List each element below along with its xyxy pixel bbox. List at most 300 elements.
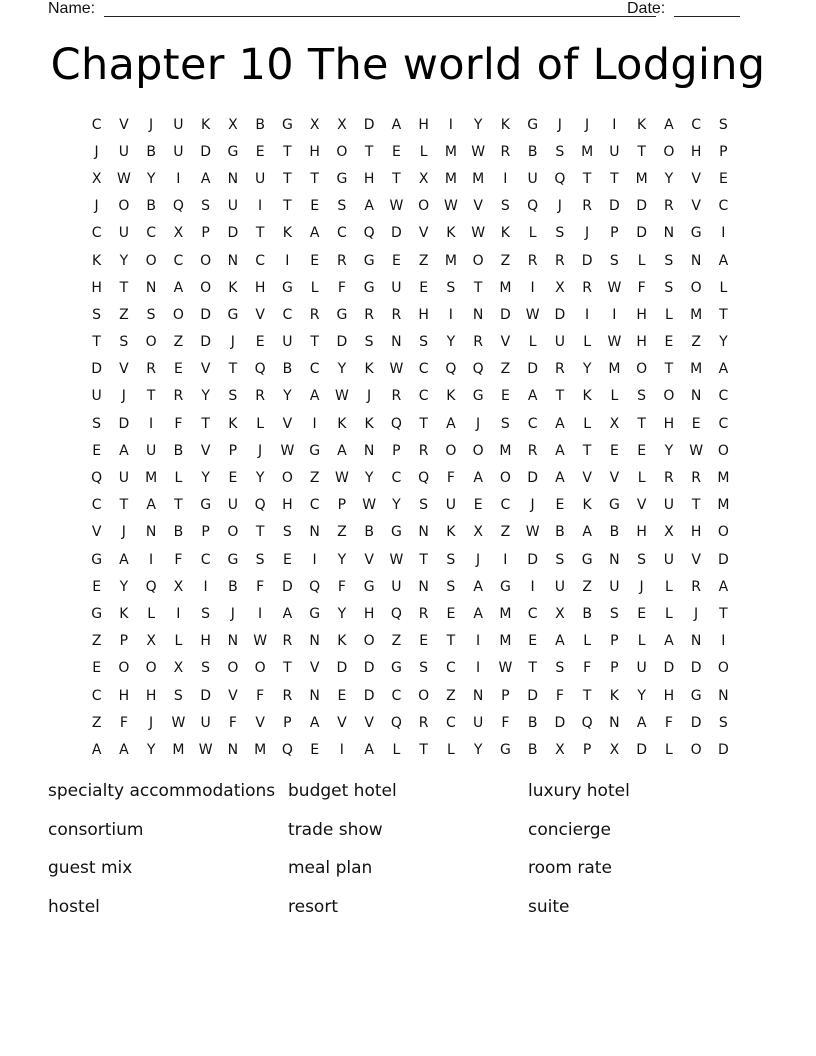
grid-letter[interactable]: F <box>583 660 592 677</box>
grid-letter[interactable]: R <box>527 442 538 459</box>
grid-letter[interactable]: D <box>118 415 130 432</box>
grid-letter[interactable]: M <box>717 470 730 487</box>
grid-letter[interactable]: C <box>391 470 402 487</box>
grid-letter[interactable]: I <box>312 415 317 432</box>
grid-letter[interactable]: Q <box>472 361 484 378</box>
grid-letter[interactable]: K <box>119 605 129 622</box>
grid-letter[interactable]: I <box>339 741 344 758</box>
grid-letter[interactable]: S <box>255 551 265 568</box>
grid-letter[interactable]: T <box>201 415 210 432</box>
grid-letter[interactable]: N <box>718 687 729 704</box>
grid-letter[interactable]: A <box>200 170 211 187</box>
grid-letter[interactable]: G <box>281 116 293 133</box>
grid-letter[interactable]: D <box>499 306 511 323</box>
grid-letter[interactable]: J <box>585 225 590 242</box>
grid-letter[interactable]: N <box>690 633 702 650</box>
grid-letter[interactable]: W <box>116 170 131 187</box>
grid-letter[interactable]: V <box>418 225 429 242</box>
grid-letter[interactable]: I <box>176 170 181 187</box>
grid-letter[interactable]: D <box>690 714 702 731</box>
grid-letter[interactable]: T <box>664 361 674 378</box>
grid-letter[interactable]: C <box>146 225 157 242</box>
grid-letter[interactable]: R <box>309 306 320 323</box>
grid-letter[interactable]: P <box>201 225 210 242</box>
grid-letter[interactable]: J <box>476 551 481 568</box>
grid-letter[interactable]: I <box>721 633 726 650</box>
grid-letter[interactable]: T <box>310 170 319 187</box>
grid-letter[interactable]: R <box>500 143 511 160</box>
grid-letter[interactable]: P <box>610 660 619 677</box>
grid-letter[interactable]: V <box>255 306 265 323</box>
grid-letter[interactable]: Z <box>500 361 511 378</box>
grid-letter[interactable]: U <box>609 143 620 160</box>
grid-letter[interactable]: J <box>530 497 535 514</box>
grid-letter[interactable]: X <box>228 116 238 133</box>
grid-letter[interactable]: K <box>282 225 292 242</box>
grid-letter[interactable]: W <box>607 279 622 296</box>
grid-letter[interactable]: G <box>690 225 702 242</box>
grid-letter[interactable]: L <box>147 605 156 622</box>
grid-letter[interactable]: Y <box>201 470 210 487</box>
grid-letter[interactable]: C <box>527 605 538 622</box>
grid-letter[interactable]: M <box>172 741 185 758</box>
grid-letter[interactable]: W <box>253 633 268 650</box>
grid-letter[interactable]: R <box>282 687 293 704</box>
grid-letter[interactable]: J <box>367 388 372 405</box>
grid-letter[interactable]: I <box>530 279 535 296</box>
grid-letter[interactable]: K <box>500 225 510 242</box>
grid-letter[interactable]: U <box>391 578 402 595</box>
grid-letter[interactable]: Q <box>554 170 566 187</box>
grid-letter[interactable]: Y <box>255 470 265 487</box>
grid-letter[interactable]: C <box>445 714 456 731</box>
grid-letter[interactable]: T <box>283 143 292 160</box>
grid-letter[interactable]: Y <box>146 170 156 187</box>
grid-letter[interactable]: C <box>200 551 211 568</box>
grid-letter[interactable]: G <box>200 497 212 514</box>
grid-letter[interactable]: H <box>418 116 429 133</box>
grid-letter[interactable]: J <box>94 143 99 160</box>
grid-letter[interactable]: D <box>200 306 212 323</box>
grid-letter[interactable]: Q <box>363 225 375 242</box>
grid-letter[interactable]: U <box>173 143 184 160</box>
grid-letter[interactable]: K <box>500 116 510 133</box>
grid-letter[interactable]: G <box>363 578 375 595</box>
grid-letter[interactable]: R <box>555 361 565 378</box>
grid-letter[interactable]: E <box>500 388 510 405</box>
grid-letter[interactable]: S <box>555 143 565 160</box>
grid-letter[interactable]: L <box>637 252 646 269</box>
grid-letter[interactable]: U <box>200 714 211 731</box>
grid-letter[interactable]: V <box>200 361 211 378</box>
grid-letter[interactable]: N <box>309 687 320 704</box>
grid-letter[interactable]: T <box>582 170 592 187</box>
grid-letter[interactable]: K <box>201 116 211 133</box>
grid-letter[interactable]: N <box>663 225 675 242</box>
grid-letter[interactable]: S <box>609 605 619 622</box>
grid-letter[interactable]: D <box>200 143 212 160</box>
grid-letter[interactable]: L <box>583 633 592 650</box>
grid-letter[interactable]: B <box>364 524 374 541</box>
grid-letter[interactable]: R <box>582 198 592 215</box>
grid-letter[interactable]: Z <box>91 714 102 731</box>
grid-letter[interactable]: U <box>118 225 129 242</box>
grid-letter[interactable]: L <box>256 415 265 432</box>
grid-letter[interactable]: A <box>146 497 156 514</box>
grid-letter[interactable]: Y <box>473 116 483 133</box>
grid-letter[interactable]: R <box>418 605 429 622</box>
grid-letter[interactable]: N <box>363 442 375 459</box>
grid-letter[interactable]: K <box>446 388 456 405</box>
grid-letter[interactable]: T <box>419 551 428 568</box>
grid-letter[interactable]: L <box>664 578 673 595</box>
grid-letter[interactable]: Z <box>337 524 347 541</box>
grid-letter[interactable]: D <box>581 252 593 269</box>
grid-letter[interactable]: B <box>282 361 293 378</box>
grid-letter[interactable]: E <box>92 578 102 595</box>
grid-letter[interactable]: L <box>610 388 619 405</box>
grid-letter[interactable]: A <box>446 415 456 432</box>
grid-letter[interactable]: C <box>91 687 102 704</box>
grid-letter[interactable]: A <box>473 470 483 487</box>
grid-letter[interactable]: F <box>228 714 237 731</box>
grid-letter[interactable]: G <box>390 524 402 541</box>
grid-letter[interactable]: S <box>228 388 238 405</box>
grid-letter[interactable]: L <box>664 306 673 323</box>
grid-letter[interactable]: U <box>146 442 157 459</box>
grid-letter[interactable]: Y <box>637 687 646 704</box>
grid-letter[interactable]: F <box>637 279 646 296</box>
grid-letter[interactable]: T <box>528 660 537 677</box>
grid-letter[interactable]: K <box>92 252 102 269</box>
grid-letter[interactable]: K <box>337 633 347 650</box>
grid-letter[interactable]: V <box>582 470 592 487</box>
grid-letter[interactable]: O <box>281 470 293 487</box>
grid-letter[interactable]: C <box>527 415 538 432</box>
grid-letter[interactable]: W <box>498 660 513 677</box>
grid-letter[interactable]: S <box>637 551 647 568</box>
grid-letter[interactable]: T <box>637 415 646 432</box>
grid-letter[interactable]: S <box>419 497 429 514</box>
grid-letter[interactable]: G <box>390 660 402 677</box>
grid-letter[interactable]: L <box>392 741 401 758</box>
grid-letter[interactable]: O <box>200 279 212 296</box>
grid-letter[interactable]: S <box>92 306 102 323</box>
grid-letter[interactable]: I <box>149 551 154 568</box>
grid-letter[interactable]: G <box>581 551 593 568</box>
grid-letter[interactable]: W <box>607 334 622 351</box>
grid-letter[interactable]: I <box>503 551 508 568</box>
grid-letter[interactable]: Y <box>719 334 728 351</box>
grid-letter[interactable]: N <box>391 334 402 351</box>
grid-letter[interactable]: U <box>227 198 238 215</box>
grid-letter[interactable]: Q <box>145 578 157 595</box>
grid-letter[interactable]: M <box>472 170 485 187</box>
grid-letter[interactable]: M <box>690 306 703 323</box>
grid-letter[interactable]: V <box>228 687 238 704</box>
grid-letter[interactable]: Y <box>201 388 210 405</box>
grid-letter[interactable]: F <box>664 714 673 731</box>
grid-letter[interactable]: O <box>200 252 212 269</box>
grid-letter[interactable]: O <box>690 279 702 296</box>
grid-letter[interactable]: N <box>609 714 620 731</box>
grid-letter[interactable]: C <box>91 497 102 514</box>
grid-letter[interactable]: Q <box>309 578 321 595</box>
grid-letter[interactable]: I <box>312 551 317 568</box>
grid-letter[interactable]: O <box>445 442 457 459</box>
grid-letter[interactable]: C <box>336 225 347 242</box>
grid-letter[interactable]: E <box>391 252 401 269</box>
grid-letter[interactable]: C <box>309 361 320 378</box>
grid-letter[interactable]: M <box>499 442 512 459</box>
grid-letter[interactable]: R <box>364 306 374 323</box>
grid-letter[interactable]: G <box>227 306 239 323</box>
grid-letter[interactable]: J <box>585 116 590 133</box>
grid-letter[interactable]: T <box>419 415 428 432</box>
grid-letter[interactable]: P <box>392 442 401 459</box>
grid-letter[interactable]: W <box>389 551 404 568</box>
grid-letter[interactable]: L <box>583 415 592 432</box>
grid-letter[interactable]: R <box>418 442 429 459</box>
grid-letter[interactable]: H <box>254 279 266 296</box>
grid-letter[interactable]: R <box>664 470 674 487</box>
grid-letter[interactable]: C <box>391 687 402 704</box>
grid-letter[interactable]: T <box>283 198 292 215</box>
grid-letter[interactable]: R <box>173 388 184 405</box>
grid-letter[interactable]: X <box>91 170 102 187</box>
grid-letter[interactable]: B <box>228 578 238 595</box>
grid-letter[interactable]: X <box>473 524 483 541</box>
grid-letter[interactable]: H <box>309 143 320 160</box>
grid-letter[interactable]: N <box>227 633 239 650</box>
grid-letter[interactable]: N <box>227 170 239 187</box>
grid-letter[interactable]: M <box>254 741 267 758</box>
grid-letter[interactable]: D <box>200 334 212 351</box>
grid-letter[interactable]: P <box>228 442 238 459</box>
grid-letter[interactable]: C <box>691 116 702 133</box>
grid-letter[interactable]: X <box>337 116 347 133</box>
grid-letter[interactable]: C <box>282 306 293 323</box>
grid-letter[interactable]: E <box>92 660 102 677</box>
grid-letter[interactable]: C <box>718 415 729 432</box>
grid-letter[interactable]: T <box>174 497 183 514</box>
grid-letter[interactable]: C <box>91 225 102 242</box>
grid-letter[interactable]: Z <box>500 524 511 541</box>
grid-letter[interactable]: U <box>118 143 129 160</box>
grid-letter[interactable]: W <box>389 198 404 215</box>
grid-letter[interactable]: H <box>200 633 211 650</box>
grid-letter[interactable]: T <box>255 524 265 541</box>
grid-letter[interactable]: L <box>637 470 646 487</box>
grid-letter[interactable]: V <box>337 714 347 731</box>
grid-letter[interactable]: M <box>581 143 594 160</box>
grid-letter[interactable]: X <box>555 741 565 758</box>
grid-letter[interactable]: T <box>419 741 428 758</box>
grid-letter[interactable]: D <box>390 225 402 242</box>
grid-letter[interactable]: S <box>119 334 129 351</box>
grid-letter[interactable]: F <box>174 551 183 568</box>
grid-letter[interactable]: U <box>391 279 402 296</box>
grid-letter[interactable]: L <box>664 741 673 758</box>
grid-letter[interactable]: B <box>173 442 184 459</box>
grid-letter[interactable]: H <box>145 687 157 704</box>
grid-letter[interactable]: D <box>281 578 293 595</box>
grid-letter[interactable]: Q <box>418 470 430 487</box>
grid-letter[interactable]: A <box>119 741 129 758</box>
grid-letter[interactable]: V <box>255 714 265 731</box>
grid-letter[interactable]: S <box>446 551 456 568</box>
grid-letter[interactable]: X <box>309 116 320 133</box>
grid-letter[interactable]: M <box>608 361 621 378</box>
grid-letter[interactable]: T <box>691 497 701 514</box>
grid-letter[interactable]: M <box>145 470 158 487</box>
grid-letter[interactable]: H <box>663 415 675 432</box>
grid-letter[interactable]: W <box>525 306 540 323</box>
grid-letter[interactable]: V <box>691 551 701 568</box>
grid-letter[interactable]: H <box>363 170 375 187</box>
grid-letter[interactable]: T <box>555 388 565 405</box>
grid-letter[interactable]: D <box>91 361 103 378</box>
grid-letter[interactable]: E <box>419 633 429 650</box>
grid-letter[interactable]: N <box>145 524 157 541</box>
grid-letter[interactable]: X <box>555 279 565 296</box>
grid-letter[interactable]: D <box>554 306 566 323</box>
grid-letter[interactable]: U <box>636 660 647 677</box>
grid-letter[interactable]: T <box>392 170 401 187</box>
grid-letter[interactable]: L <box>446 741 455 758</box>
grid-letter[interactable]: I <box>721 225 726 242</box>
grid-letter[interactable]: W <box>362 497 377 514</box>
grid-letter[interactable]: E <box>473 497 483 514</box>
grid-letter[interactable]: K <box>364 361 374 378</box>
grid-letter[interactable]: C <box>718 198 729 215</box>
grid-letter[interactable]: B <box>527 741 538 758</box>
grid-letter[interactable]: H <box>663 687 675 704</box>
grid-letter[interactable]: T <box>610 170 619 187</box>
grid-letter[interactable]: Y <box>337 551 347 568</box>
grid-letter[interactable]: L <box>719 279 728 296</box>
grid-letter[interactable]: Z <box>173 334 184 351</box>
grid-letter[interactable]: J <box>149 714 154 731</box>
grid-letter[interactable]: D <box>717 741 729 758</box>
grid-letter[interactable]: Y <box>392 497 401 514</box>
grid-letter[interactable]: O <box>118 198 130 215</box>
grid-letter[interactable]: W <box>689 442 704 459</box>
grid-letter[interactable]: I <box>448 116 453 133</box>
grid-letter[interactable]: Z <box>91 633 102 650</box>
grid-letter[interactable]: I <box>448 306 453 323</box>
grid-letter[interactable]: S <box>718 116 728 133</box>
grid-letter[interactable]: W <box>334 470 349 487</box>
grid-letter[interactable]: P <box>501 687 510 704</box>
grid-letter[interactable]: S <box>201 198 211 215</box>
grid-letter[interactable]: S <box>555 660 565 677</box>
grid-letter[interactable]: F <box>256 687 265 704</box>
grid-letter[interactable]: U <box>609 578 620 595</box>
grid-letter[interactable]: A <box>555 633 565 650</box>
grid-letter[interactable]: D <box>663 660 675 677</box>
grid-letter[interactable]: V <box>200 442 211 459</box>
grid-letter[interactable]: P <box>610 225 619 242</box>
grid-letter[interactable]: D <box>527 470 539 487</box>
grid-letter[interactable]: B <box>527 143 538 160</box>
grid-letter[interactable]: W <box>171 714 186 731</box>
grid-letter[interactable]: U <box>473 714 484 731</box>
grid-letter[interactable]: R <box>664 198 674 215</box>
grid-letter[interactable]: F <box>555 687 564 704</box>
grid-letter[interactable]: P <box>610 633 619 650</box>
grid-letter[interactable]: G <box>363 279 375 296</box>
grid-letter[interactable]: N <box>145 279 157 296</box>
grid-letter[interactable]: X <box>609 415 620 432</box>
grid-letter[interactable]: J <box>557 198 562 215</box>
grid-letter[interactable]: H <box>118 687 130 704</box>
grid-letter[interactable]: H <box>690 524 702 541</box>
grid-letter[interactable]: P <box>201 524 210 541</box>
grid-letter[interactable]: D <box>363 660 375 677</box>
grid-letter[interactable]: M <box>499 633 512 650</box>
grid-letter[interactable]: X <box>173 578 184 595</box>
grid-letter[interactable]: F <box>256 578 265 595</box>
grid-letter[interactable]: T <box>719 306 728 323</box>
grid-letter[interactable]: Q <box>172 198 184 215</box>
name-blank-line[interactable] <box>104 16 656 17</box>
grid-letter[interactable]: I <box>476 660 481 677</box>
grid-letter[interactable]: T <box>283 170 292 187</box>
grid-letter[interactable]: N <box>227 252 239 269</box>
grid-letter[interactable]: G <box>499 578 511 595</box>
grid-letter[interactable]: J <box>121 524 126 541</box>
grid-letter[interactable]: F <box>446 470 455 487</box>
grid-letter[interactable]: D <box>717 551 729 568</box>
grid-letter[interactable]: Y <box>119 252 129 269</box>
grid-letter[interactable]: S <box>364 334 374 351</box>
grid-letter[interactable]: A <box>309 714 320 731</box>
grid-letter[interactable]: J <box>230 334 235 351</box>
grid-letter[interactable]: D <box>554 714 566 731</box>
grid-letter[interactable]: Y <box>664 170 674 187</box>
grid-letter[interactable]: N <box>418 578 429 595</box>
grid-letter[interactable]: C <box>255 252 266 269</box>
grid-letter[interactable]: L <box>637 633 646 650</box>
grid-letter[interactable]: O <box>717 524 729 541</box>
grid-letter[interactable]: M <box>635 170 648 187</box>
grid-letter[interactable]: O <box>172 306 184 323</box>
grid-letter[interactable]: V <box>119 361 129 378</box>
grid-letter[interactable]: Y <box>146 741 156 758</box>
grid-letter[interactable]: A <box>391 116 402 133</box>
grid-letter[interactable]: R <box>691 578 701 595</box>
grid-letter[interactable]: N <box>472 306 484 323</box>
grid-letter[interactable]: Q <box>254 497 266 514</box>
grid-letter[interactable]: V <box>364 551 374 568</box>
grid-letter[interactable]: S <box>337 198 347 215</box>
grid-letter[interactable]: Q <box>527 198 539 215</box>
grid-letter[interactable]: I <box>585 306 590 323</box>
grid-letter[interactable]: I <box>612 306 617 323</box>
grid-letter[interactable]: E <box>637 442 647 459</box>
grid-letter[interactable]: T <box>582 442 592 459</box>
grid-letter[interactable]: D <box>336 334 348 351</box>
grid-letter[interactable]: I <box>530 578 535 595</box>
grid-letter[interactable]: O <box>663 143 675 160</box>
grid-letter[interactable]: Z <box>582 578 592 595</box>
grid-letter[interactable]: U <box>554 578 565 595</box>
grid-letter[interactable]: U <box>445 497 456 514</box>
grid-letter[interactable]: X <box>609 741 620 758</box>
grid-letter[interactable]: X <box>173 225 184 242</box>
grid-letter[interactable]: O <box>418 687 430 704</box>
